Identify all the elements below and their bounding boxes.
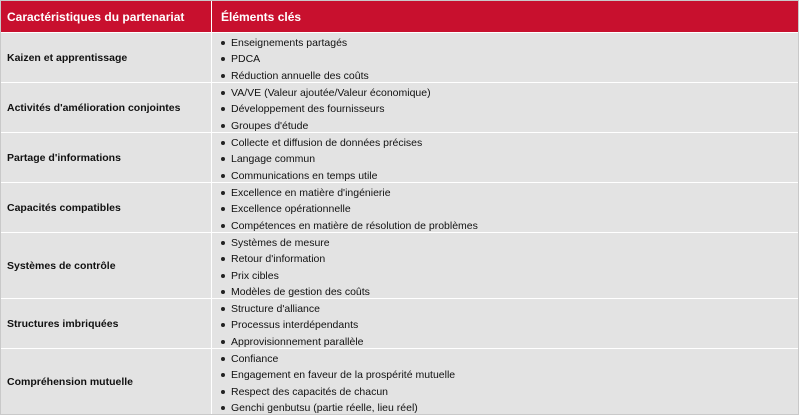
bullet-icon bbox=[221, 41, 225, 45]
list-item: Structure d'alliance bbox=[221, 301, 798, 317]
row-items bbox=[212, 299, 798, 348]
table-row bbox=[1, 82, 798, 132]
list-item: Systèmes de mesure bbox=[221, 235, 798, 251]
row-items bbox=[212, 183, 798, 232]
header-key-elements: Éléments clés bbox=[221, 9, 302, 24]
bullet-icon bbox=[221, 107, 225, 111]
bullet-icon bbox=[221, 274, 225, 278]
row-items bbox=[212, 349, 798, 414]
list-item: VA/VE (Valeur ajoutée/Valeur économique) bbox=[221, 85, 798, 101]
row-label: Partage d'informations bbox=[1, 133, 212, 182]
row-label: Activités d'amélioration conjointes bbox=[1, 83, 212, 132]
list-item: Groupes d'étude bbox=[221, 118, 798, 134]
list-item: Engagement en faveur de la prospérité mutuelle bbox=[221, 367, 798, 383]
bullet-icon bbox=[221, 390, 225, 394]
table-row bbox=[1, 132, 798, 182]
bullet-icon bbox=[221, 241, 225, 245]
list-item: Genchi genbutsu (partie réelle, lieu réel) bbox=[221, 400, 798, 416]
list-item: Approvisionnement parallèle bbox=[221, 334, 798, 350]
row-items bbox=[212, 33, 798, 82]
list-item: Respect des capacités de chacun bbox=[221, 384, 798, 400]
header-partnership-characteristics: Caractéristiques du partenariat bbox=[1, 1, 212, 32]
bullet-icon bbox=[221, 57, 225, 61]
bullet-icon bbox=[221, 373, 225, 377]
bullet-icon bbox=[221, 323, 225, 327]
table-row bbox=[1, 182, 798, 232]
bullet-icon bbox=[221, 91, 225, 95]
row-label: Systèmes de contrôle bbox=[1, 233, 212, 298]
bullet-icon bbox=[221, 157, 225, 161]
row-items bbox=[212, 133, 798, 182]
bullet-icon bbox=[221, 224, 225, 228]
row-label: Compréhension mutuelle bbox=[1, 349, 212, 414]
bullet-icon bbox=[221, 174, 225, 178]
list-item: Langage commun bbox=[221, 151, 798, 167]
list-item: Réduction annuelle des coûts bbox=[221, 68, 798, 84]
list-item: Compétences en matière de résolution de problèmes bbox=[221, 218, 798, 234]
table-header bbox=[1, 1, 798, 32]
row-label: Kaizen et apprentissage bbox=[1, 33, 212, 82]
list-item: Développement des fournisseurs bbox=[221, 101, 798, 117]
row-items bbox=[212, 233, 798, 298]
list-item: Excellence en matière d'ingénierie bbox=[221, 185, 798, 201]
row-label: Structures imbriquées bbox=[1, 299, 212, 348]
bullet-icon bbox=[221, 74, 225, 78]
list-item: Prix cibles bbox=[221, 268, 798, 284]
bullet-icon bbox=[221, 191, 225, 195]
list-item: Processus interdépendants bbox=[221, 317, 798, 333]
list-item: Collecte et diffusion de données précises bbox=[221, 135, 798, 151]
bullet-icon bbox=[221, 207, 225, 211]
bullet-icon bbox=[221, 406, 225, 410]
bullet-icon bbox=[221, 290, 225, 294]
list-item: Modèles de gestion des coûts bbox=[221, 284, 798, 300]
row-items bbox=[212, 83, 798, 132]
table-row bbox=[1, 298, 798, 348]
list-item: Confiance bbox=[221, 351, 798, 367]
table-row bbox=[1, 32, 798, 82]
bullet-icon bbox=[221, 357, 225, 361]
table-row bbox=[1, 348, 798, 414]
list-item: Enseignements partagés bbox=[221, 35, 798, 51]
list-item: Retour d'information bbox=[221, 251, 798, 267]
bullet-icon bbox=[221, 257, 225, 261]
bullet-icon bbox=[221, 141, 225, 145]
table-row bbox=[1, 232, 798, 298]
list-item: Excellence opérationnelle bbox=[221, 201, 798, 217]
row-label: Capacités compatibles bbox=[1, 183, 212, 232]
bullet-icon bbox=[221, 124, 225, 128]
bullet-icon bbox=[221, 340, 225, 344]
list-item: Communications en temps utile bbox=[221, 168, 798, 184]
bullet-icon bbox=[221, 307, 225, 311]
list-item: PDCA bbox=[221, 51, 798, 67]
